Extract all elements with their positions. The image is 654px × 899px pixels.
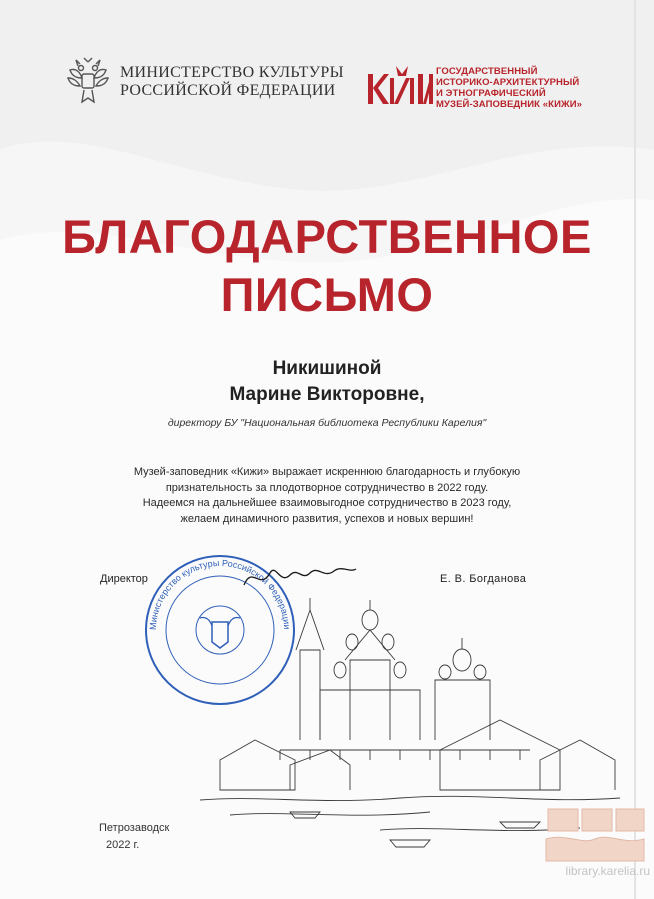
museum-line-4: МУЗЕЙ-ЗАПОВЕДНИК «КИЖИ» — [436, 99, 583, 110]
body-line-2: признательность за плодотворное сотрудничество в 2022 году. — [165, 481, 489, 494]
body-line-3: Надеемся на дальнейшее взаимовыгодное сотрудничество в 2023 году, — [142, 497, 512, 509]
place: Петрозаводск — [99, 822, 170, 834]
museum-name — [436, 66, 582, 110]
site-watermark: library.karelia.ru — [565, 864, 650, 878]
ministry-line-2: РОССИЙСКОЙ ФЕДЕРАЦИИ — [120, 82, 336, 99]
letter-body — [70, 465, 584, 527]
recipient-given-names: Марине Викторовне, — [229, 384, 425, 405]
ministry-name — [120, 64, 344, 100]
coat-of-arms-icon — [66, 56, 110, 108]
signature-role: Директор — [100, 573, 148, 585]
page-edge — [634, 0, 636, 899]
handwritten-signature — [240, 555, 360, 595]
letter-title — [0, 208, 654, 324]
museum-line-1: ГОСУДАРСТВЕННЫЙ — [436, 66, 538, 77]
body-line-4: желаем динамичного развития, успехов и новых вершин! — [180, 512, 474, 525]
ministry-line-1: МИНИСТЕРСТВО КУЛЬТУРЫ — [120, 64, 344, 81]
recipient-position: директору БУ "Национальная библиотека Республики Карелия" — [167, 417, 487, 429]
kizhi-logo-icon — [366, 64, 434, 106]
title-line-2: ПИСЬМО — [220, 268, 434, 321]
stamp-outer-text: Министерство культуры Российской Федерации — [147, 557, 293, 631]
signatory-name: Е. В. Богданова — [440, 573, 527, 585]
museum-line-2: ИСТОРИКО-АРХИТЕКТУРНЫЙ — [436, 77, 580, 88]
recipient-name — [0, 356, 654, 408]
year: 2022 г. — [106, 839, 140, 851]
library-logo-icon — [542, 805, 648, 863]
body-line-1: Музей-заповедник «Кижи» выражает искреннюю благодарность и глубокую — [133, 466, 521, 478]
title-line-1: БЛАГОДАРСТВЕННОЕ — [62, 210, 592, 263]
museum-line-3: И ЭТНОГРАФИЧЕСКИЙ — [436, 88, 546, 99]
recipient-surname: Никишиной — [272, 358, 382, 379]
